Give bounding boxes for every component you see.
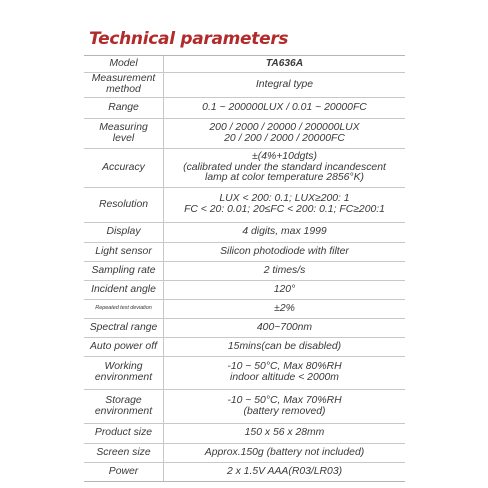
row-label: Accuracy [84,149,164,187]
table-row-sampling-rate [84,262,405,281]
row-label: Resolution [84,188,164,222]
row-label: Sampling rate [84,262,164,280]
row-label: Measuring level [84,119,164,148]
row-value: 0.1 ~ 200000LUX / 0.01 ~ 20000FC [202,101,367,113]
table-row-resolution [84,188,405,223]
row-value: 2 x 1.5V AAA(R03/LR03) [226,465,343,477]
row-value: 4 digits, max 1999 [242,226,327,238]
row-label: Light sensor [84,243,164,261]
row-value: 200 / 2000 / 20000 / 200000LUX 20 / 200 / 2000 / 20000FC [209,121,360,144]
table-row-measuring-level [84,119,405,149]
row-label: Auto power off [84,338,164,356]
table-row-measurement-method [84,73,405,98]
table-row-incident-angle [84,281,405,300]
table-row-product-size [84,424,405,444]
row-value: -10 ~ 50°C, Max 80%RH indoor altitude < 2000m [227,361,342,383]
table-row-working-environment [84,357,405,390]
row-value: 2 times/s [263,264,306,276]
table-row-spectral-range [84,319,405,338]
table-row-range [84,98,405,119]
table-row-auto-power-off [84,338,405,357]
table-row-model [84,56,405,73]
table-row-display [84,223,405,243]
row-label: Storage environment [84,390,164,423]
row-label: Product size [84,424,164,443]
row-value: ±2% [274,302,295,314]
row-label: Spectral range [84,319,164,337]
table-row-accuracy [84,149,405,188]
row-label: Display [84,223,164,242]
table-row-light-sensor [84,243,405,262]
row-label: Screen size [84,444,164,462]
row-value: 15mins(can be disabled) [227,340,342,352]
row-value: 150 x 56 x 28mm [244,427,325,439]
table-row-storage-environment [84,390,405,424]
table-row-repeated-test-deviation [84,300,405,319]
table-row-screen-size [84,444,405,463]
page-title: Technical parameters [89,29,289,49]
spec-table [84,55,405,482]
row-label: Working environment [84,357,164,389]
row-value: ±(4%+10dgts) (calibrated under the standard incandescent lamp at color temperature 2856°K) [183,150,386,184]
row-label: Measurement method [84,73,164,97]
row-value: Approx.150g (battery not included) [204,446,365,458]
row-value: LUX < 200: 0.1; LUX≥200: 1 FC < 20: 0.01; 20≤FC < 200: 0.1; FC≥200:1 [184,193,385,215]
row-value: TA636A [265,57,304,69]
row-value: 400~700nm [256,321,313,333]
row-value: -10 ~ 50°C, Max 70%RH (battery removed) [227,394,342,417]
row-value: 120° [273,283,296,295]
row-label: Power [84,463,164,481]
row-label: Incident angle [84,281,164,299]
row-value: Silicon photodiode with filter [220,245,349,257]
row-label: Repeated test deviation [84,300,164,318]
row-value: Integral type [255,78,314,90]
table-row-power [84,463,405,481]
row-label: Model [84,56,164,72]
row-label: Range [84,98,164,118]
